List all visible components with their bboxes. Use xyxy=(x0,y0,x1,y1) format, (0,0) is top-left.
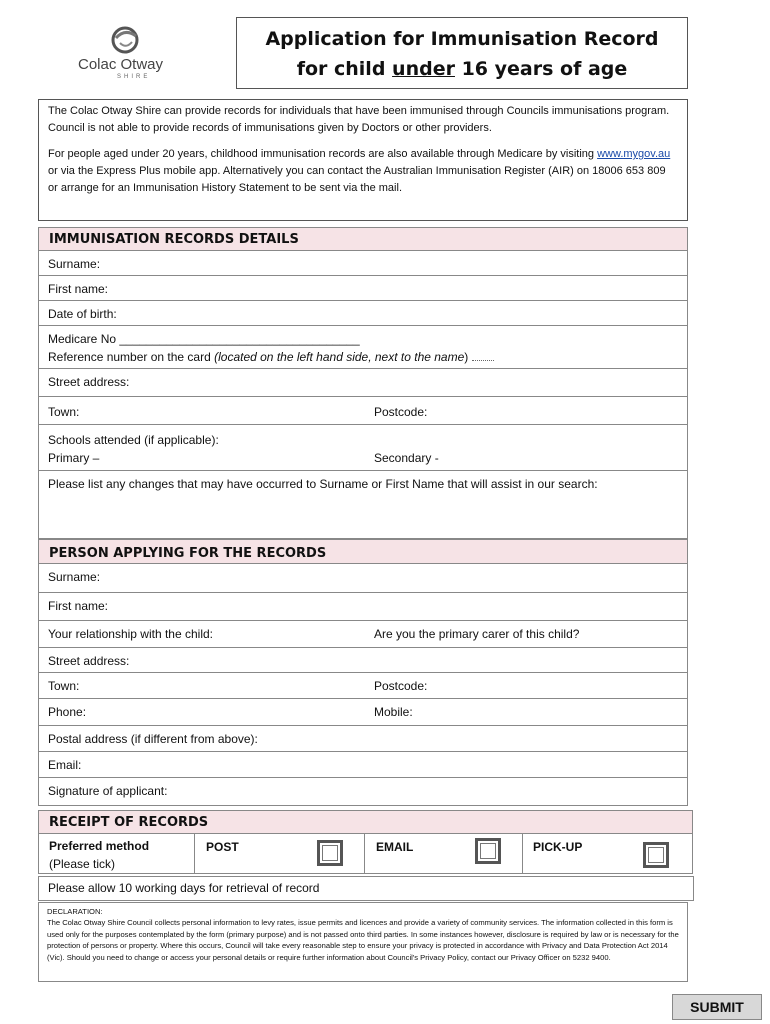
applicant-heading: PERSON APPLYING FOR THE RECORDS xyxy=(38,539,688,564)
email-field[interactable]: Email: xyxy=(38,752,688,778)
declaration-body: The Colac Otway Shire Council collects personal information to levy rates, issue permits and licences and provide a variety of community services. The information collected in this form is used only for the purposes contemplated by the form (primary purpose) and is not passed onto third parties. In some instances however, disclosure is required by law or is necessary for the protection of persons or property. Where this occurs, Council will take every reasonable step to ensure your privacy is protected in accordance with Privacy and Data Protection Act 2014 (Vic). Should you need to change or access your personal details or require further information about Council's Privacy Policy, contact our Privacy Officer on 5232 9400. xyxy=(47,918,679,962)
medicare-field[interactable]: Medicare No ____________________________________ Reference number on the card (located on the left hand side, next to the name) xyxy=(38,326,688,369)
primary-carer-label: Are you the primary carer of this child? xyxy=(374,627,580,641)
phone-row[interactable]: Phone: Mobile: xyxy=(38,699,688,726)
applicant-street-field[interactable]: Street address: xyxy=(38,648,688,673)
email-checkbox[interactable] xyxy=(475,838,501,864)
child-surname-field[interactable]: Surname: xyxy=(38,251,688,276)
mobile-label: Mobile: xyxy=(374,705,413,719)
records-heading: IMMUNISATION RECORDS DETAILS xyxy=(38,227,688,251)
applicant-postcode-label: Postcode: xyxy=(374,679,428,693)
child-dob-field[interactable]: Date of birth: xyxy=(38,301,688,326)
preferred-method-label: Preferred method xyxy=(49,839,150,853)
applicant-first-name-field[interactable]: First name: xyxy=(38,593,688,621)
child-town-row[interactable]: Town: Postcode: xyxy=(38,397,688,425)
receipt-methods-row xyxy=(38,834,693,874)
post-checkbox[interactable] xyxy=(317,840,343,866)
intro-paragraph-2: For people aged under 20 years, childhood immunisation records are also available through Medicare by visiting www.mygov.au or via the Express Plus mobile app. Alternatively you can contact the Australian Immunisation Register (AIR) on 18006 653 809 or arrange for an Immunisation History Statement to be sent via the mail. xyxy=(48,148,671,194)
title-line-2: for child under 16 years of age xyxy=(296,58,628,80)
logo-subtext: SHIRE xyxy=(117,74,151,80)
name-changes-field[interactable]: Please list any changes that may have occurred to Surname or First Name that will assist in our search: xyxy=(38,471,688,539)
post-label: POST xyxy=(206,840,239,854)
signature-field[interactable]: Signature of applicant: xyxy=(38,778,688,806)
email-method-label: EMAIL xyxy=(376,840,414,854)
postal-address-field[interactable]: Postal address (if different from above): xyxy=(38,726,688,752)
applicant-surname-field[interactable]: Surname: xyxy=(38,564,688,593)
council-logo xyxy=(60,24,190,84)
child-postcode-label: Postcode: xyxy=(374,405,428,419)
logo-text: Colac Otway xyxy=(78,56,164,73)
please-tick-label: (Please tick) xyxy=(49,857,116,871)
submit-button[interactable]: SUBMIT xyxy=(672,994,762,1020)
intro-text xyxy=(38,99,688,221)
child-street-field[interactable]: Street address: xyxy=(38,369,688,397)
declaration-title: DECLARATION: xyxy=(47,907,103,916)
applicant-town-row[interactable]: Town: Postcode: xyxy=(38,673,688,699)
form-title xyxy=(236,17,688,89)
child-first-name-field[interactable]: First name: xyxy=(38,276,688,301)
title-line-1: Application for Immunisation Record xyxy=(265,28,659,50)
retrieval-notice: Please allow 10 working days for retrieval of record xyxy=(38,876,694,901)
intro-paragraph-1: The Colac Otway Shire can provide records for individuals that have been immunised through Councils immunisations program. Council is not able to provide records of immunisations given by Doctors or other providers. xyxy=(48,105,670,134)
schools-row[interactable]: Schools attended (if applicable): Primary – Secondary - xyxy=(38,425,688,471)
pickup-label: PICK-UP xyxy=(533,840,583,854)
receipt-heading: RECEIPT OF RECORDS xyxy=(38,810,693,834)
pickup-checkbox[interactable] xyxy=(643,842,669,868)
declaration xyxy=(38,902,688,982)
relationship-row[interactable]: Your relationship with the child: Are you the primary carer of this child? xyxy=(38,621,688,648)
mygov-link[interactable]: www.mygov.au xyxy=(597,148,671,160)
